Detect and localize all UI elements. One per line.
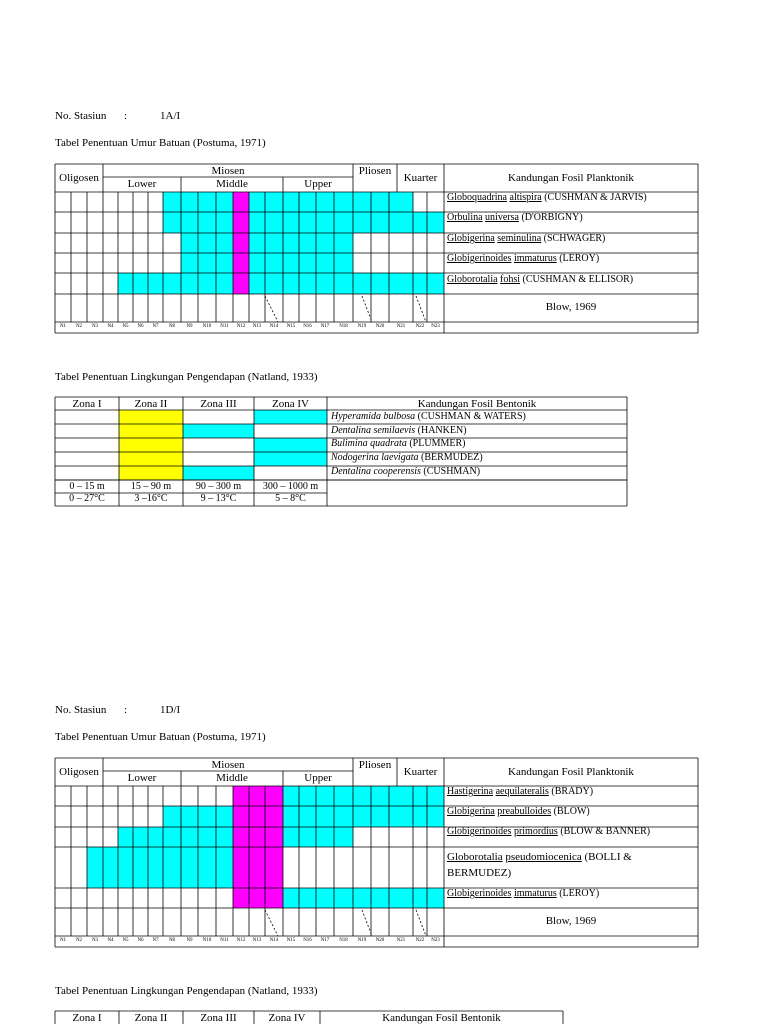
- zone-label-n14: N14: [269, 938, 279, 943]
- header-zona-4: Zona IV: [272, 397, 309, 410]
- header-pliosen: Pliosen: [358, 164, 392, 177]
- color-fill: [249, 212, 444, 233]
- zone-label-n12: N12: [236, 938, 246, 943]
- zone-label-n1: N1: [59, 938, 67, 943]
- color-fill: [233, 212, 249, 233]
- color-fill: [233, 253, 249, 273]
- benthic-row: Nodogerina laevigata (BERMUDEZ): [331, 452, 483, 463]
- fossil-row: Globigerina seminulina (SCHWAGER): [447, 233, 606, 244]
- zone-label-n23: N23: [431, 324, 440, 329]
- color-fill: [233, 888, 283, 908]
- zone-label-n14: N14: [269, 324, 279, 329]
- depth-zona-3: 90 – 300 m: [195, 481, 242, 492]
- zone-label-n8: N8: [168, 938, 176, 943]
- env-table-title: Tabel Penentuan Lingkungan Pengendapan (Natland, 1933): [55, 985, 318, 997]
- color-fill: [183, 424, 254, 438]
- fossil-row: Orbulina universa (D'ORBIGNY): [447, 212, 583, 223]
- header-pliosen: Pliosen: [358, 758, 392, 771]
- zone-label-n13: N13: [252, 938, 262, 943]
- zone-label-n5: N5: [122, 324, 129, 329]
- zone-label-n20: N20: [375, 324, 385, 329]
- benthic-row: Dentalina semilaevis (HANKEN): [331, 425, 467, 436]
- color-fill: [119, 410, 183, 480]
- zone-label-n16: N16: [303, 324, 312, 329]
- zone-label-n2: N2: [75, 324, 83, 329]
- zone-label-n22: N22: [415, 324, 425, 329]
- fossil-row: Globorotalia fohsi (CUSHMAN & ELLISOR): [447, 274, 634, 285]
- zone-label-n11: N11: [220, 938, 229, 943]
- header-zona-3: Zona III: [200, 397, 237, 410]
- zone-label-n11: N11: [220, 324, 229, 329]
- zone-label-n8: N8: [168, 324, 176, 329]
- color-fill: [283, 888, 444, 908]
- header-kuarter: Kuarter: [403, 172, 438, 184]
- zone-label-n3: N3: [91, 938, 99, 943]
- fossil-row: Globoquadrina altispira (CUSHMAN & JARVIS): [447, 192, 647, 203]
- zone-label-n21: N21: [396, 938, 406, 943]
- header-lower: Lower: [127, 178, 157, 190]
- benthic-row: Dentalina cooperensis (CUSHMAN): [331, 466, 481, 477]
- header-kuarter: Kuarter: [403, 766, 438, 778]
- benthic-row: Bulimina quadrata (PLUMMER): [331, 438, 466, 449]
- header-miosen: Miosen: [211, 758, 245, 771]
- header-middle: Middle: [216, 178, 248, 190]
- header-zona-1: Zona I: [72, 397, 102, 410]
- color-fill: [283, 827, 353, 847]
- grid-line: [362, 296, 372, 322]
- color-fill: [283, 786, 444, 806]
- header-fossil-planktonik: Kandungan Fosil Planktonik: [508, 172, 634, 184]
- zone-label-n1: N1: [59, 324, 67, 329]
- color-fill: [181, 233, 233, 253]
- temp-zona-1: 0 – 27°C: [69, 493, 105, 504]
- depth-zona-1: 0 – 15 m: [69, 481, 105, 492]
- station-label: No. Stasiun: [55, 704, 107, 716]
- color-fill: [233, 192, 249, 212]
- fossil-row: Globigerina preabulloides (BLOW): [447, 806, 590, 817]
- temp-zona-2: 3 –16°C: [134, 493, 168, 504]
- color-fill: [183, 466, 254, 480]
- zone-label-n6: N6: [137, 938, 144, 943]
- station-colon: :: [124, 110, 128, 122]
- header-zona-2: Zona II: [134, 397, 168, 410]
- fossil-row: Globigerinoides primordius (BLOW & BANNER): [447, 826, 651, 837]
- color-fill: [87, 847, 233, 888]
- header-fossil-bentonik: Kandungan Fosil Bentonik: [382, 1011, 501, 1024]
- color-fill: [233, 806, 283, 827]
- grid-line: [416, 296, 426, 322]
- zone-label-n3: N3: [91, 324, 99, 329]
- station-value: 1D/I: [160, 704, 181, 716]
- header-zona-3: Zona III: [200, 1011, 237, 1024]
- grid-line: [265, 296, 278, 322]
- header-fossil-bentonik: Kandungan Fosil Bentonik: [417, 397, 537, 410]
- header-lower: Lower: [127, 772, 157, 784]
- zone-label-n22: N22: [415, 938, 425, 943]
- blow-reference: Blow, 1969: [545, 301, 597, 313]
- color-fill: [233, 273, 249, 294]
- color-fill: [249, 192, 413, 212]
- grid-line: [265, 910, 278, 936]
- zone-label-n2: N2: [75, 938, 83, 943]
- zone-label-n7: N7: [152, 324, 159, 329]
- zone-label-n17: N17: [320, 324, 330, 329]
- header-upper: Upper: [304, 772, 332, 784]
- zone-label-n4: N4: [107, 324, 114, 329]
- zone-label-n23: N23: [431, 938, 440, 943]
- color-fill: [233, 847, 283, 888]
- zone-label-n21: N21: [396, 324, 406, 329]
- zone-label-n10: N10: [202, 324, 212, 329]
- zone-label-n13: N13: [252, 324, 262, 329]
- color-fill: [283, 806, 444, 827]
- station-colon: :: [124, 704, 128, 716]
- color-fill: [233, 786, 283, 806]
- color-fill: [233, 827, 283, 847]
- grid-line: [416, 910, 426, 936]
- zone-label-n16: N16: [303, 938, 312, 943]
- zone-label-n17: N17: [320, 938, 330, 943]
- color-fill: [249, 273, 444, 294]
- color-fill: [254, 410, 327, 424]
- temp-zona-4: 5 – 8°C: [275, 493, 306, 504]
- fossil-row: Globorotalia pseudomiocenica (BOLLI & BERMUDEZ): [447, 851, 632, 879]
- age-table-title: Tabel Penentuan Umur Batuan (Postuma, 1971): [55, 137, 266, 149]
- header-upper: Upper: [304, 178, 332, 190]
- zone-label-n12: N12: [236, 324, 246, 329]
- fossil-row: Globigerinoides immaturus (LEROY): [447, 888, 600, 899]
- blow-reference: Blow, 1969: [545, 915, 597, 927]
- zone-label-n4: N4: [107, 938, 114, 943]
- zone-label-n18: N18: [339, 324, 348, 329]
- header-middle: Middle: [216, 772, 248, 784]
- age-table-title: Tabel Penentuan Umur Batuan (Postuma, 1971): [55, 731, 266, 743]
- fossil-row: Hastigerina aequilateralis (BRADY): [447, 786, 594, 797]
- color-fill: [181, 253, 233, 273]
- zone-label-n15: N15: [286, 324, 296, 329]
- zone-label-n19: N19: [357, 324, 367, 329]
- zone-label-n9: N9: [186, 938, 193, 943]
- grid-line: [362, 910, 372, 936]
- temp-zona-3: 9 – 13°C: [200, 493, 237, 504]
- station-value: 1A/I: [160, 110, 181, 122]
- zone-label-n7: N7: [152, 938, 159, 943]
- zone-label-n6: N6: [137, 324, 144, 329]
- env-table-title: Tabel Penentuan Lingkungan Pengendapan (Natland, 1933): [55, 371, 318, 383]
- zone-label-n9: N9: [186, 324, 193, 329]
- header-miosen: Miosen: [211, 164, 245, 177]
- benthic-row: Hyperamida bulbosa (CUSHMAN & WATERS): [331, 411, 526, 422]
- header-oligosen: Oligosen: [59, 172, 99, 184]
- fossil-row: Globigerinoides immaturus (LEROY): [447, 253, 600, 264]
- station-label: No. Stasiun: [55, 110, 107, 122]
- header-zona-2: Zona II: [134, 1011, 168, 1024]
- zone-label-n5: N5: [122, 938, 129, 943]
- zone-label-n10: N10: [202, 938, 212, 943]
- depth-zona-2: 15 – 90 m: [130, 481, 172, 492]
- header-fossil-planktonik: Kandungan Fosil Planktonik: [508, 766, 634, 778]
- color-fill: [233, 233, 249, 253]
- header-zona-1: Zona I: [72, 1011, 102, 1024]
- header-oligosen: Oligosen: [59, 766, 99, 778]
- depth-zona-4: 300 – 1000 m: [262, 481, 319, 492]
- zone-label-n19: N19: [357, 938, 367, 943]
- zone-label-n18: N18: [339, 938, 348, 943]
- header-zona-4: Zona IV: [268, 1011, 306, 1024]
- zone-label-n15: N15: [286, 938, 296, 943]
- zone-label-n20: N20: [375, 938, 385, 943]
